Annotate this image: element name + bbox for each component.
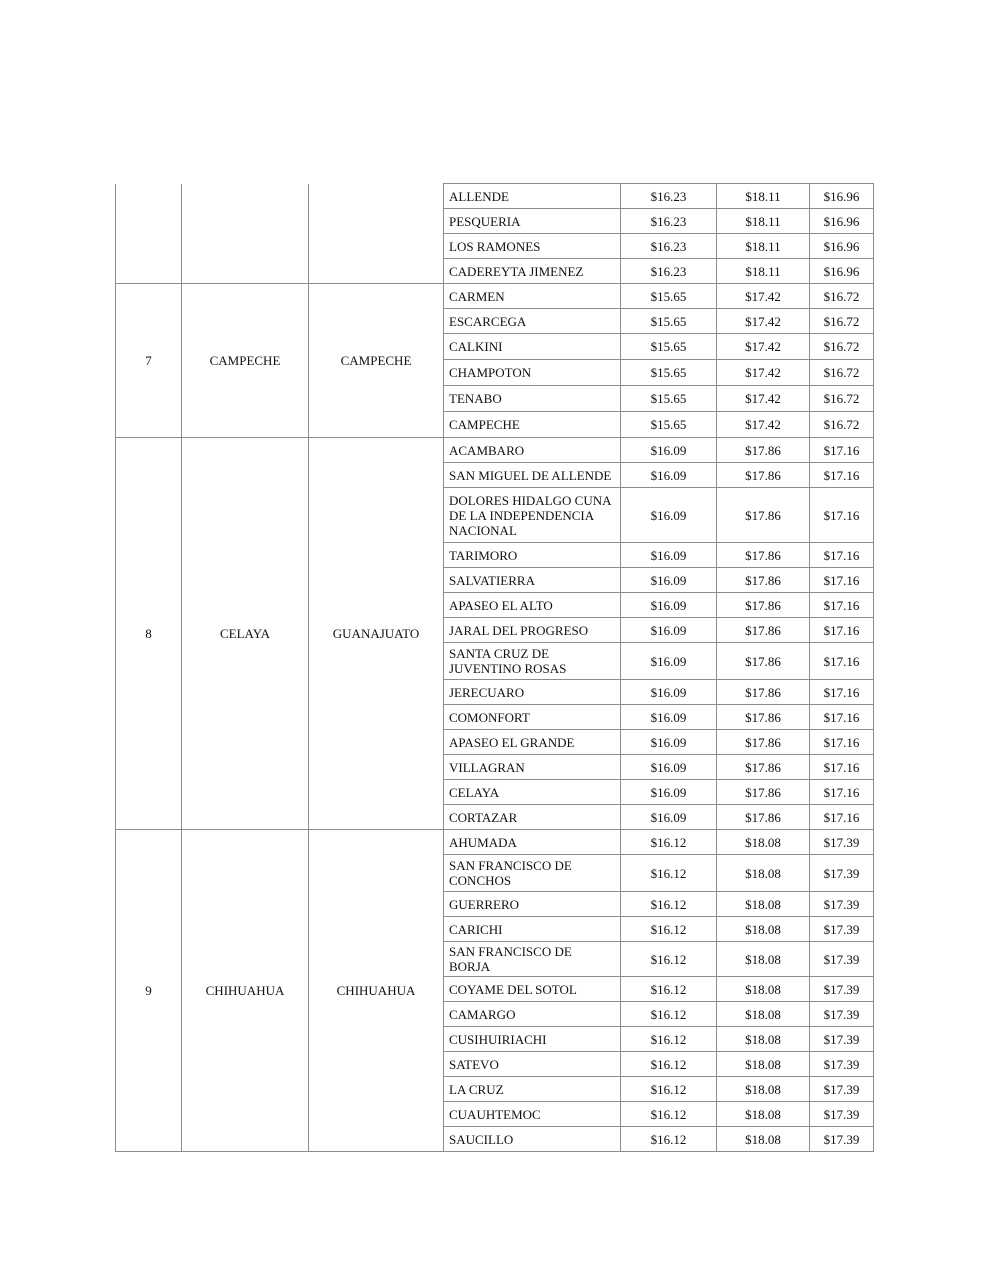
municipio-cell: CALKINI [444,334,621,360]
price-3-cell: $17.16 [810,463,874,488]
group-state-cell: GUANAJUATO [309,438,444,830]
price-3-cell: $17.39 [810,1002,874,1027]
price-1-cell: $16.12 [621,855,717,892]
table-row [116,438,874,463]
price-3-cell: $17.39 [810,892,874,917]
price-3-cell: $17.16 [810,488,874,543]
price-1-cell: $16.09 [621,488,717,543]
price-2-cell: $17.86 [717,680,810,705]
price-3-cell: $17.16 [810,593,874,618]
group-state-cell: CHIHUAHUA [309,830,444,1152]
municipio-cell: TARIMORO [444,543,621,568]
municipio-cell: JERECUARO [444,680,621,705]
municipio-cell: ALLENDE [444,184,621,209]
price-2-cell: $18.08 [717,942,810,977]
municipio-cell: LA CRUZ [444,1077,621,1102]
group-city-cell: CELAYA [182,438,309,830]
municipio-cell: LOS RAMONES [444,234,621,259]
price-2-cell: $17.86 [717,805,810,830]
municipio-cell: ACAMBARO [444,438,621,463]
table-row [116,830,874,855]
municipio-cell: COMONFORT [444,705,621,730]
price-2-cell: $17.86 [717,543,810,568]
price-2-cell: $18.11 [717,234,810,259]
price-3-cell: $17.16 [810,755,874,780]
price-1-cell: $16.12 [621,1027,717,1052]
municipio-cell: CELAYA [444,780,621,805]
price-1-cell: $15.65 [621,412,717,438]
price-2-cell: $17.86 [717,618,810,643]
price-2-cell: $17.86 [717,780,810,805]
municipio-cell: COYAME DEL SOTOL [444,977,621,1002]
price-2-cell: $18.11 [717,184,810,209]
price-3-cell: $16.72 [810,334,874,360]
price-3-cell: $17.16 [810,805,874,830]
price-2-cell: $17.86 [717,730,810,755]
price-3-cell: $17.39 [810,1102,874,1127]
price-3-cell: $17.16 [810,705,874,730]
price-1-cell: $16.12 [621,1127,717,1152]
municipio-cell: SATEVO [444,1052,621,1077]
municipio-cell: CORTAZAR [444,805,621,830]
price-3-cell: $17.39 [810,917,874,942]
price-2-cell: $18.08 [717,1002,810,1027]
price-1-cell: $16.12 [621,1102,717,1127]
municipio-cell: AHUMADA [444,830,621,855]
price-1-cell: $16.12 [621,830,717,855]
price-3-cell: $16.72 [810,386,874,412]
group-number-cell: 8 [116,438,182,830]
price-2-cell: $18.08 [717,917,810,942]
price-1-cell: $16.09 [621,438,717,463]
price-3-cell: $16.96 [810,259,874,284]
price-2-cell: $18.11 [717,209,810,234]
price-3-cell: $17.16 [810,438,874,463]
price-2-cell: $18.08 [717,1027,810,1052]
price-3-cell: $17.16 [810,780,874,805]
price-3-cell: $17.39 [810,977,874,1002]
price-3-cell: $17.39 [810,830,874,855]
price-1-cell: $16.09 [621,618,717,643]
price-2-cell: $17.86 [717,488,810,543]
price-3-cell: $17.39 [810,1027,874,1052]
municipio-cell: GUERRERO [444,892,621,917]
price-2-cell: $18.08 [717,977,810,1002]
municipio-cell: DOLORES HIDALGO CUNA DE LA INDEPENDENCIA NACIONAL [444,488,621,543]
price-1-cell: $15.65 [621,309,717,334]
price-3-cell: $16.72 [810,412,874,438]
price-1-cell: $16.09 [621,780,717,805]
group-city-cell [182,184,309,284]
price-2-cell: $17.86 [717,705,810,730]
group-number-cell: 9 [116,830,182,1152]
price-2-cell: $17.86 [717,438,810,463]
price-3-cell: $16.96 [810,184,874,209]
price-3-cell: $16.72 [810,360,874,386]
price-3-cell: $17.16 [810,730,874,755]
price-2-cell: $18.08 [717,1127,810,1152]
price-2-cell: $18.08 [717,892,810,917]
price-1-cell: $16.09 [621,593,717,618]
price-1-cell: $16.09 [621,568,717,593]
municipio-cell: APASEO EL GRANDE [444,730,621,755]
price-1-cell: $16.23 [621,184,717,209]
price-1-cell: $16.12 [621,1077,717,1102]
municipio-cell: CAMARGO [444,1002,621,1027]
municipio-cell: SAN FRANCISCO DE BORJA [444,942,621,977]
municipio-cell: PESQUERIA [444,209,621,234]
price-1-cell: $16.09 [621,463,717,488]
group-state-cell: CAMPECHE [309,284,444,438]
group-number-cell: 7 [116,284,182,438]
price-2-cell: $17.42 [717,284,810,309]
municipio-cell: CUAUHTEMOC [444,1102,621,1127]
price-2-cell: $18.08 [717,1102,810,1127]
price-2-cell: $17.42 [717,386,810,412]
price-1-cell: $16.23 [621,234,717,259]
price-3-cell: $17.39 [810,942,874,977]
price-3-cell: $17.39 [810,1077,874,1102]
group-number-cell [116,184,182,284]
municipio-cell: CADEREYTA JIMENEZ [444,259,621,284]
municipio-cell: SAN FRANCISCO DE CONCHOS [444,855,621,892]
municipio-cell: ESCARCEGA [444,309,621,334]
price-2-cell: $18.08 [717,855,810,892]
municipio-cell: SALVATIERRA [444,568,621,593]
price-3-cell: $17.39 [810,1127,874,1152]
price-1-cell: $16.09 [621,805,717,830]
price-3-cell: $17.16 [810,568,874,593]
price-1-cell: $16.09 [621,730,717,755]
price-1-cell: $16.12 [621,917,717,942]
table-body [116,184,874,1152]
price-3-cell: $17.16 [810,643,874,680]
price-2-cell: $18.08 [717,830,810,855]
price-3-cell: $17.16 [810,543,874,568]
price-3-cell: $17.39 [810,855,874,892]
group-city-cell: CAMPECHE [182,284,309,438]
municipio-cell: CARICHI [444,917,621,942]
price-3-cell: $16.72 [810,284,874,309]
price-3-cell: $17.16 [810,618,874,643]
price-2-cell: $17.86 [717,593,810,618]
municipio-cell: VILLAGRAN [444,755,621,780]
price-3-cell: $16.96 [810,234,874,259]
table-row [116,284,874,309]
price-2-cell: $17.42 [717,360,810,386]
price-1-cell: $15.65 [621,334,717,360]
municipio-cell: CARMEN [444,284,621,309]
price-2-cell: $17.86 [717,643,810,680]
municipio-cell: CHAMPOTON [444,360,621,386]
price-1-cell: $15.65 [621,284,717,309]
price-1-cell: $16.12 [621,977,717,1002]
municipio-cell: SAUCILLO [444,1127,621,1152]
price-2-cell: $17.86 [717,463,810,488]
price-1-cell: $16.12 [621,942,717,977]
price-3-cell: $17.16 [810,680,874,705]
table-row [116,184,874,209]
municipio-cell: SANTA CRUZ DE JUVENTINO ROSAS [444,643,621,680]
price-1-cell: $15.65 [621,386,717,412]
price-1-cell: $16.12 [621,1002,717,1027]
price-2-cell: $17.86 [717,568,810,593]
price-1-cell: $16.09 [621,705,717,730]
price-1-cell: $16.09 [621,680,717,705]
price-1-cell: $16.23 [621,259,717,284]
price-3-cell: $16.96 [810,209,874,234]
price-2-cell: $18.08 [717,1052,810,1077]
municipio-cell: CUSIHUIRIACHI [444,1027,621,1052]
price-table [115,183,874,1152]
municipio-cell: CAMPECHE [444,412,621,438]
price-2-cell: $17.42 [717,309,810,334]
price-1-cell: $16.09 [621,755,717,780]
price-3-cell: $16.72 [810,309,874,334]
price-2-cell: $18.11 [717,259,810,284]
price-1-cell: $16.09 [621,543,717,568]
price-2-cell: $17.42 [717,334,810,360]
price-1-cell: $16.09 [621,643,717,680]
group-state-cell [309,184,444,284]
price-2-cell: $17.42 [717,412,810,438]
municipio-cell: APASEO EL ALTO [444,593,621,618]
price-2-cell: $17.86 [717,755,810,780]
price-2-cell: $18.08 [717,1077,810,1102]
price-1-cell: $16.12 [621,1052,717,1077]
price-1-cell: $16.23 [621,209,717,234]
group-city-cell: CHIHUAHUA [182,830,309,1152]
price-1-cell: $15.65 [621,360,717,386]
price-1-cell: $16.12 [621,892,717,917]
municipio-cell: JARAL DEL PROGRESO [444,618,621,643]
price-3-cell: $17.39 [810,1052,874,1077]
municipio-cell: SAN MIGUEL DE ALLENDE [444,463,621,488]
municipio-cell: TENABO [444,386,621,412]
